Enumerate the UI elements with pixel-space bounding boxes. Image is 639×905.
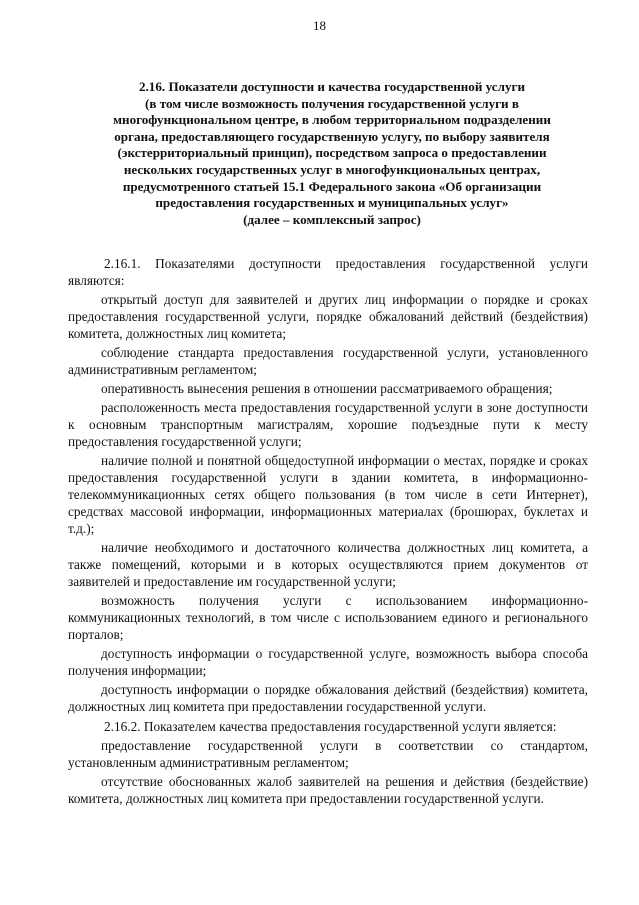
list-paragraph: отсутствие обоснованных жалоб заявителей на решения и действия (бездействие) комитета, должностных лиц комитета при предоставлении государственной услуги.: [68, 773, 588, 806]
list-paragraph: соблюдение стандарта предоставления государственной услуги, установленного административным регламентом;: [68, 345, 588, 378]
list-paragraph: возможность получения услуги с использованием информационно-коммуникационных технологий, в том числе с использованием единого и регионального порталов;: [68, 593, 588, 643]
heading-line: многофункциональном центре, в любом территориальном подразделении: [113, 112, 551, 128]
heading-line: нескольких государственных услуг в многофункциональных центрах,: [123, 161, 541, 177]
list-paragraph: доступность информации о порядке обжалования действий (бездействия) комитета, должностных лиц комитета при предоставлении государственной услуги.: [68, 682, 588, 715]
list-paragraph: открытый доступ для заявителей и других лиц информации о порядке и сроках предоставления государственной услуги, порядке обжалований действий (бездействия) комитета, должностных лиц комитета;: [68, 292, 588, 341]
page-number: 18: [313, 18, 326, 33]
list-paragraph: расположенность места предоставления государственной услуги в зоне доступности к основным транспортным магистралям, хорошие подъездные пути к месту предоставления государственной услуги;: [68, 400, 588, 450]
heading-line: (далее – комплексный запрос): [243, 211, 421, 227]
heading-line: 2.16. Показатели доступности и качества государственной услуги: [138, 79, 526, 94]
heading-line: органа, предоставляющего государственную услугу, по выбору заявителя: [114, 128, 550, 144]
subsection-intro-2-16-2: 2.16.2. Показателем качества предоставления государственной услуги является:: [104, 718, 557, 734]
section-heading: [78, 79, 586, 228]
list-paragraph: наличие необходимого и достаточного количества должностных лиц комитета, а также помещений, которыми и в которых осуществляются прием документов от заявителей и предоставление им государственной услуги;: [68, 540, 588, 590]
heading-line: предоставления государственных и муниципальных услуг»: [155, 195, 509, 211]
subsection-intro-2-16-1: 2.16.1. Показателями доступности предоставления государственной услуги являются:: [68, 256, 588, 288]
heading-line: (в том числе возможность получения государственной услуги в: [145, 95, 519, 111]
list-paragraph: наличие полной и понятной общедоступной информации о местах, порядке и сроках предоставления государственной услуги в здании комитета, в информационно-телекоммуникационных сетях общего пользования (в том числе в сети Интернет), средствах массовой информации, информационных материалах (брошюрах, буклетах и т.д.);: [68, 453, 588, 537]
list-paragraph: доступность информации о государственной услуге, возможность выбора способа получения информации;: [68, 646, 588, 679]
list-paragraph: предоставление государственной услуги в соответствии со стандартом, установленным административным регламентом;: [68, 737, 588, 770]
list-paragraph: оперативность вынесения решения в отношении рассматриваемого обращения;: [101, 381, 553, 397]
document-body: [68, 256, 588, 808]
heading-line: (экстерриториальный принцип), посредством запроса о предоставлении: [117, 145, 547, 161]
heading-line: предусмотренного статьей 15.1 Федерального закона «Об организации: [122, 178, 542, 194]
